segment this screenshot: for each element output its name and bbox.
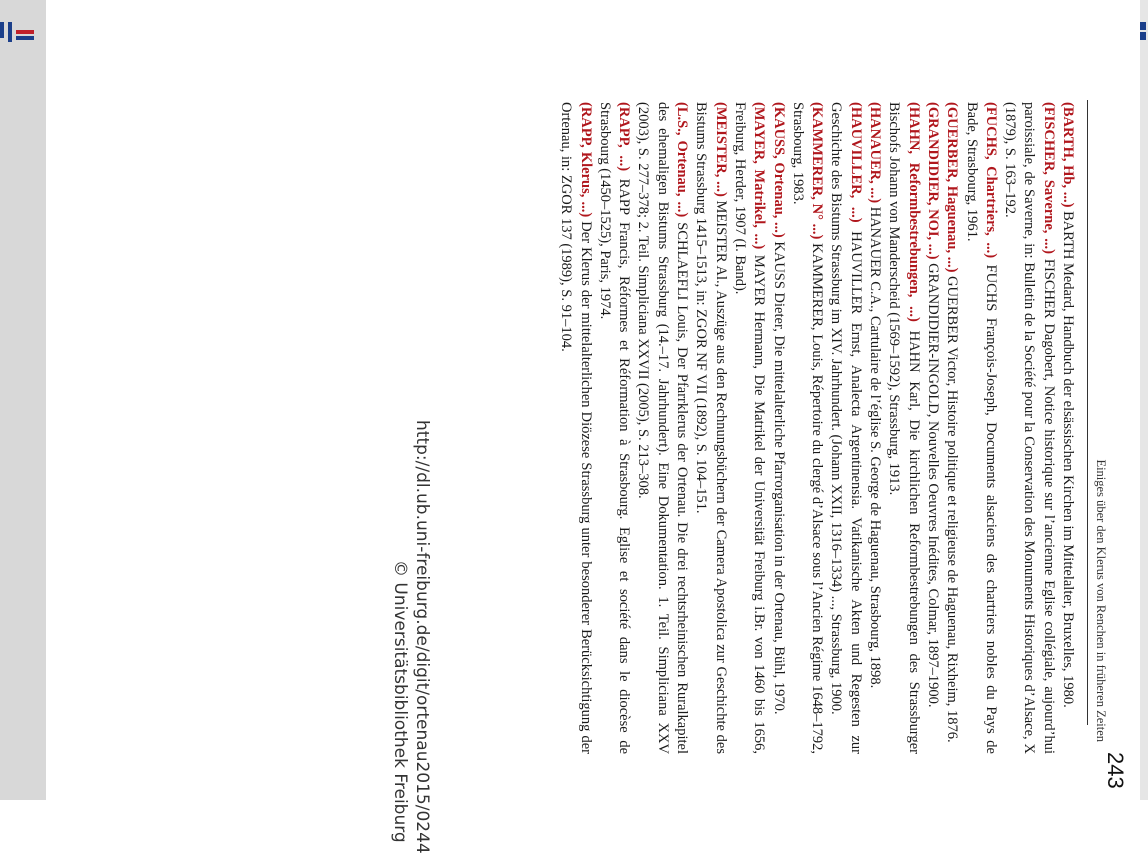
header-rule	[1087, 100, 1088, 725]
bibliography-entry	[633, 102, 691, 754]
entry-text: KAMMERER, Louis, Répertoire du clergé d’Alsace sous l’Ancien Régime 1648–1792, Strasbourg, 1983.	[789, 102, 826, 754]
entry-text: GRANDIDIER-INGOLD, Nouvelles Oeuvres Inédites, Colmar, 1897–1900.	[924, 259, 941, 708]
bibliography-entry	[691, 102, 730, 754]
document-page	[90, 92, 1128, 789]
entry-text: KAUSS Dieter, Die mittelalterliche Pfarrorganisation in der Ortenau, Bühl, 1970.	[770, 237, 787, 715]
library-logo-icon	[0, 14, 40, 54]
entry-text: FUCHS François-Joseph, Documents alsaciens des chartriers nobles du Pays de Bade, Strasbourg, 1961.	[963, 102, 999, 754]
entry-text: SCHLAEFLI Louis, Der Pfarrklerus der Ortenau. Die drei rechtsrheinischen Ruralkapitel des ehemaligen Bistums Strassburg (14.–17. Jahrhundert). Eine Dokumentation. 1. Teil. Simpliciana XXV (2003), S. 277–378; 2. Teil. Simpliciana XXVII (2005), S. 213–308.	[635, 102, 691, 754]
bibliography-entry	[1000, 102, 1058, 754]
entry-key: (HAHN, Reformbestrebungen, ...)	[905, 102, 922, 322]
copyright-notice: © Universitätsbibliothek Freiburg	[390, 560, 410, 843]
entry-text: HAUVILLER Ernst, Analecta Argentinensia. Vatikanische Akten und Regesten zur Geschichte des Bistums Strassburg im XIV. Jahrhundert. (Johann XXII, 1316–1334) ..., Strassburg, 1900.	[828, 102, 864, 755]
viewer-left-sidebar	[0, 0, 46, 800]
bibliography-entry	[595, 102, 634, 754]
entry-key: (FISCHER, Saverne, ...)	[1040, 102, 1057, 254]
entry-text: HANAUER C.A., Cartulaire de l’église S. George de Haguenau, Strasbourg, 1898.	[867, 203, 884, 689]
entry-key: (GUERBER, Haguenau, ...)	[944, 102, 961, 273]
bibliography-entry	[730, 102, 769, 754]
bibliography-entry	[826, 102, 865, 754]
viewer-right-sidebar	[1140, 0, 1148, 800]
entry-key: (KAUSS, Ortenau, ...)	[770, 102, 787, 238]
bibliography-entry	[942, 102, 961, 754]
entry-key: (KAMMERER, N° ...)	[809, 102, 826, 240]
bibliography-entry	[865, 102, 884, 754]
bibliography-entry	[556, 102, 595, 754]
page-number: 243	[1103, 752, 1128, 789]
bibliography-entry	[788, 102, 827, 754]
entry-key: (HAUVILLER, ...)	[847, 102, 864, 223]
bibliography-entry	[923, 102, 942, 754]
entry-key: (MEISTER, ...)	[712, 102, 729, 197]
source-url[interactable]: http://dl.ub.uni-freiburg.de/digit/ortenau2015/0244	[412, 420, 432, 854]
bibliography-entry	[961, 102, 1000, 754]
entry-text: GUERBER Victor, Histoire politique et religieuse de Haguenau, Rixheim, 1876.	[944, 272, 961, 743]
bibliography-entry	[1058, 102, 1077, 754]
entry-text: MEISTER Al., Auszüge aus den Rechnungsbüchern der Camera Apostolica zur Geschichte des Bistums Strassburg 1415–1513, in: ZGOR NF VII (1892), S. 104–151.	[693, 102, 729, 754]
entry-key: (BARTH, Hb, ...)	[1060, 102, 1076, 208]
entry-key: (GRANDIDIER, NOI, ...)	[924, 102, 941, 260]
running-head: Einiges über den Klerus von Renchen in früheren Zeiten	[1094, 459, 1108, 742]
bibliography-entry	[768, 102, 787, 754]
entry-text: FISCHER Dagobert, Notice historique sur l’ancienne Eglise collégiale, aujourd’hui paroissiale, de Saverne, in: Bulletin de la Société pour la Conservation des Monuments Historiques d’Alsace, X (1879), S. 163–192.	[1002, 102, 1057, 754]
bibliography-entry	[884, 102, 923, 754]
bibliography-list	[556, 102, 1077, 754]
entry-key: (RAPP, ...)	[616, 102, 633, 172]
entry-text: BARTH Medard, Handbuch der elsässischen Kirchen im Mittelalter, Bruxelles, 1980.	[1060, 207, 1076, 708]
library-logo-mark-icon	[1140, 22, 1148, 42]
entry-key: (RAPP, Klerus, ...)	[577, 102, 594, 218]
entry-key: (MAYER, Matrikel, ...)	[751, 102, 768, 250]
entry-key: (FUCHS, Chartriers, ...)	[982, 102, 999, 259]
entry-text: RAPP Francis, Réformes et Réformation à Strasbourg. Eglise et société dans le diocèse de Strasbourg (1450–1525), Paris, 1974.	[596, 102, 633, 755]
entry-key: (L.S., Ortenau, ...)	[674, 102, 691, 218]
entry-key: (HANAUER, ...)	[867, 102, 884, 204]
entry-text: HAHN Karl, Die kirchlichen Reformbestrebungen des Strassburger Bischofs Johann von Manderscheid (1569–1592), Strassburg, 1913.	[886, 102, 922, 754]
entry-text: MAYER Hermann, Die Matrikel der Universität Freiburg i.Br. von 1460 bis 1656, Freiburg, Herder, 1907 (I. Band).	[731, 102, 768, 754]
entry-text: Der Klerus der mittelalterlichen Diözese Strassburg unter besonderer Berücksichtigung der Ortenau, in: ZGOR 137 (1989), S. 91–104.	[558, 102, 594, 754]
